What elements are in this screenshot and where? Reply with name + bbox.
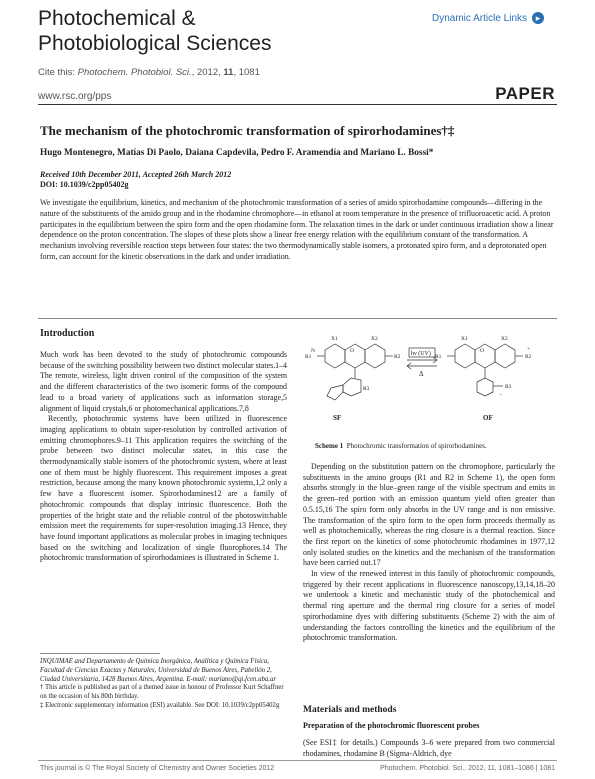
footnotes	[40, 658, 287, 711]
backward-arrow-label: Δ	[419, 370, 424, 378]
preparation-text: (See ESI‡ for details.) Compounds 3–6 were prepared from two commercial rhodamines, rhodamine B (Sigma-Aldrich, dye	[303, 738, 555, 758]
journal-name-line2: Photobiological Sciences	[38, 32, 272, 55]
cite-rest2: , 1081	[233, 67, 260, 78]
of-label: OF	[483, 414, 493, 422]
received-dates: Received 10th December 2011, Accepted 26th March 2012	[40, 170, 232, 179]
intro-column	[40, 350, 287, 564]
right-r3-label: R3	[505, 384, 512, 390]
right-x1-label: X1	[461, 336, 468, 342]
cite-volume: 11	[223, 67, 234, 78]
left-x1-label: X1	[331, 336, 338, 342]
dagger-note: † This article is published as part of a themed issue in honour of Professor Kurt Schaffner on the occasion of his 80th birthday.	[40, 684, 284, 701]
right-o-label: O	[480, 348, 484, 354]
scheme-caption	[315, 442, 487, 450]
left-n-label: N	[311, 348, 315, 354]
right-r2-label: R2	[525, 354, 532, 360]
left-r3-label: R3	[363, 386, 370, 392]
intro-paragraph-1: Much work has been devoted to the study of photochromic compounds because of the switching possibility between two distinct molecular states.1–4 The remote, wireless, light driven control of the composition of the system and the different characteristics of the two isomeric forms of the compound lead to a broad variety of applications such as information storage,5 alignment of liquid crystals,6 or photomechanical applications.7,8	[40, 350, 287, 413]
left-x2-label: X2	[371, 336, 378, 342]
journal-url[interactable]: www.rsc.org/pps	[38, 91, 112, 102]
intro-paragraph-2: Recently, photochromic systems have been utilized in fluorescence imaging applications to obtain super-resolution by controlled activation of emitting chromophores.9–11 This application requires the switching of the probe between two distinct molecular states, in this case the thermodynamically stable isomers of the photochromic system, where at least one of them must be highly fluorescent. This requirement imposes a great restriction, because among the many known photochromic systems,1,2 only a few have a fluorescent isomer. Spirorhodamines12 are a family of photochromic compounds that display intrinsic fluorescence. Both the properties of the bright state and the reliable control of the photoswitchable emission meet the requirements for super-resolution imaging.13 Hence, they have found important applications as molecular probes in imaging techniques based on the switching and localization of single fluorophores.14 The photochromic transformation of spirorhodamines is illustrated in Scheme 1.	[40, 414, 287, 563]
right-r1-label: R1	[435, 354, 442, 360]
affiliation-note: INQUIMAE and Departamento de Química Inorgánica, Analítica y Química Física, Facultad de Ciencias Exactas y Naturales, Universidad de Buenos Aires, Pabellón 2, Ciudad Universitaria, 1428 Buenos Aires, Argentina. E-mail: mariano@qi.fcen.uba.ar	[40, 658, 277, 683]
sf-label: SF	[333, 414, 342, 422]
abstract: We investigate the equilibrium, kinetics, and mechanism of the photochromic transformation of a series of amido spirorhodamine compounds—differing in the nature of the substituents of the amido group and in the rhodamine chromophore—in ethanol at room temperature in the presence of trifluoroacetic acid. A proton participates in the equilibrium between the spiro form and the open rhodamine form. The relaxation times in the dark or under continuous irradiation show a linear dependence on the proton concentration. The slopes of these plots show a linear free energy relation with the equilibrium constant of the transformation. A mechanism involving reversible reaction steps between four states: the two thermodynamically stable isomers, a protonated spiro form, and a deprotonated open form, can account for the kinetic observations in the dark and under irradiation.	[40, 198, 554, 261]
article-title: The mechanism of the photochromic transformation of spirorhodamines†‡	[40, 123, 455, 138]
left-o-label: O	[350, 348, 354, 354]
abstract-divider	[38, 318, 557, 319]
journal-name	[38, 6, 271, 56]
scheme-caption-label: Scheme 1	[315, 442, 344, 450]
right-x2-label: X2	[501, 336, 508, 342]
scheme-1-diagram	[303, 330, 555, 435]
paper-label: PAPER	[495, 84, 555, 103]
forward-arrow-label: hν (UV)	[411, 351, 431, 357]
ddagger-note: ‡ Electronic supplementary information (ESI) available. See DOI: 10.1039/c2pp05402g	[40, 701, 280, 709]
doi[interactable]: DOI: 10.1039/c2pp05402g	[40, 180, 129, 189]
right-paragraph-1: Depending on the substitution pattern on the chromophore, particularly the substituents in the amino groups (R1 and R2 in Scheme 1), the open form absorbs strongly in the blue–green range of the visible spectrum and emits in the green–red portion with an emission quantum yield often greater than 0.5.15,16 The spiro form only absorbs in the UV range and is non emissive. The transformation of the spiro form to the open form proceeds thermally as well as photochemically, whereas the ring closure is a thermal reaction. Since the first report on the kinetics of some photochromic rhodamines in 1977,12 only isolated studies on the kinetics and the mechanism of the transformation have been carried out.17	[303, 462, 555, 568]
cite-rest1: , 2012,	[191, 67, 224, 78]
author-list: Hugo Montenegro, Matías Di Paolo, Daiana Capdevila, Pedro F. Aramendía and Mariano L. Bossi*	[40, 148, 434, 158]
materials-heading: Materials and methods	[303, 705, 397, 715]
left-r1-label: R1	[305, 354, 312, 360]
footer-divider	[38, 760, 557, 761]
citation-line	[38, 67, 260, 78]
cite-prefix: Cite this:	[38, 67, 78, 78]
intro-heading: Introduction	[40, 328, 95, 339]
footer-copyright: This journal is © The Royal Society of Chemistry and Owner Societies 2012	[40, 765, 275, 772]
scheme-caption-text: Photochromic transformation of spirorhodamines.	[346, 442, 487, 450]
dynamic-article-links[interactable]	[432, 12, 544, 24]
left-r2-label: R2	[394, 354, 401, 360]
preparation-subheading: Preparation of the photochromic fluorescent probes	[303, 721, 480, 730]
right-minus-label: −	[499, 392, 503, 398]
footnote-divider	[40, 653, 160, 654]
right-column	[303, 462, 555, 644]
journal-name-line1: Photochemical &	[38, 7, 196, 30]
right-paragraph-2: In view of the renewed interest in this family of photochromic compounds, triggered by their recent applications in fluorescence nanoscopy,13,14,18–20 we undertook a kinetic and mechanistic study of the photochemical and thermal ring aperture and the thermal ring closure for a series of model spirorhodamine dyes with differing substituents (Scheme 2) with the aim of understanding the factors controlling the kinetics and the equilibrium of the photochromic transformation.	[303, 569, 555, 643]
header-divider	[38, 104, 557, 105]
dynamic-links-label[interactable]: Dynamic Article Links	[432, 12, 528, 24]
right-plus-label: +	[527, 346, 531, 352]
cite-journal: Photochem. Photobiol. Sci.	[77, 67, 192, 78]
footer-citation: Photochem. Photobiol. Sci., 2012, 11, 1081–1086 | 1081	[380, 765, 555, 772]
arrow-icon[interactable]: ▸	[532, 12, 544, 24]
